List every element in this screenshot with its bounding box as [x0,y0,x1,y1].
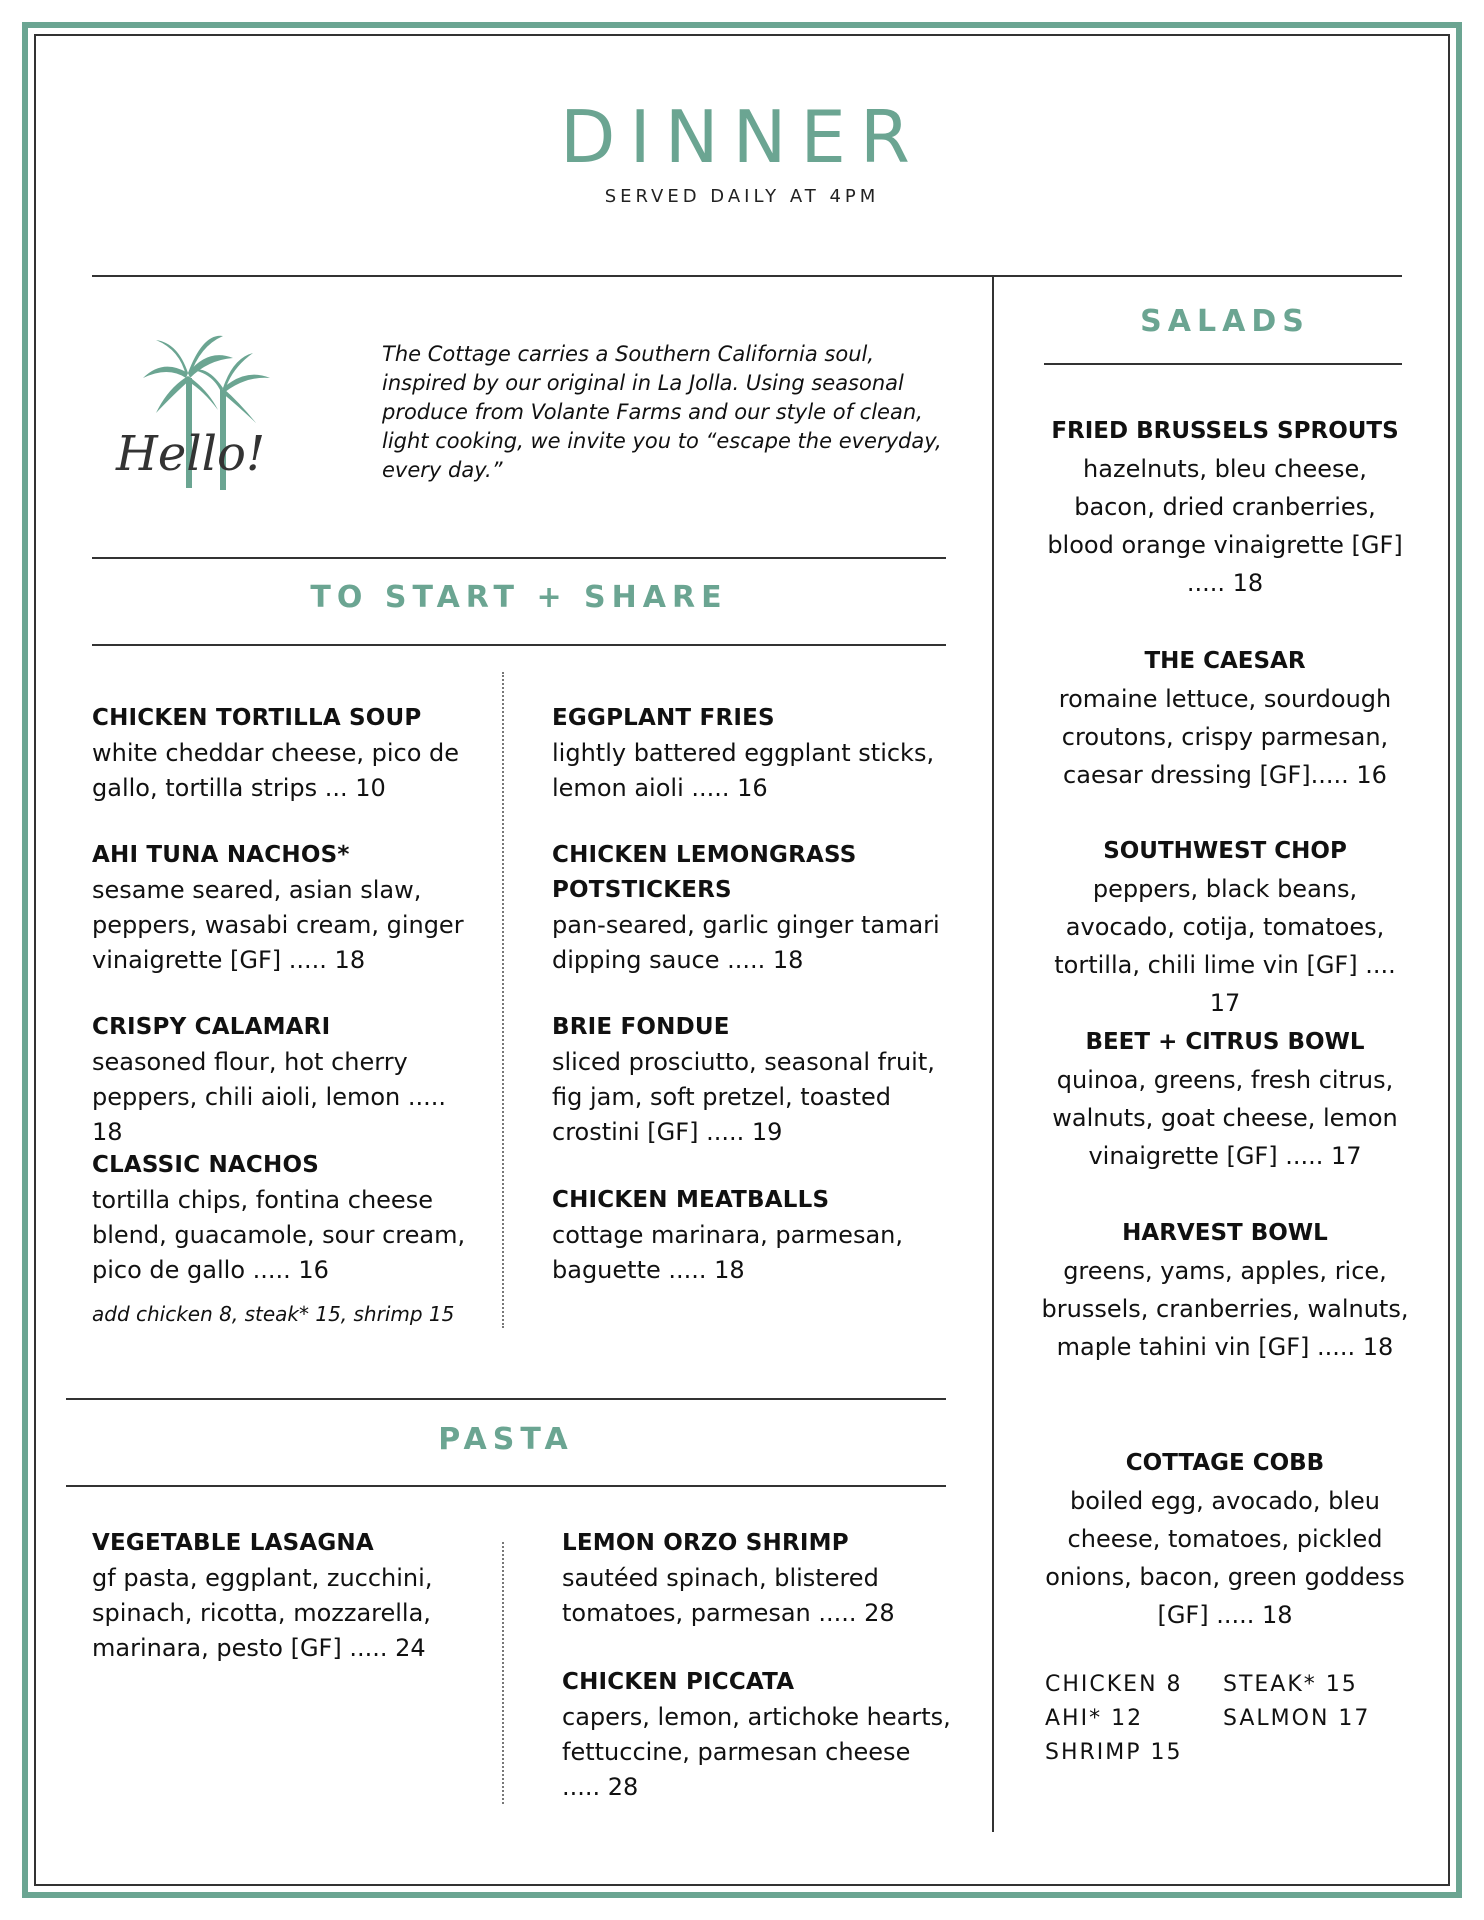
menu-item [552,1183,952,1288]
item-name: SOUTHWEST CHOP [1103,838,1347,864]
item-desc: greens, yams, apples, rice, brussels, cranberries, walnuts, maple tahini vin [GF] ..... 18 [1041,1257,1409,1361]
item-name: HARVEST BOWL [1122,1220,1328,1246]
item-name: CRISPY CALAMARI [92,1014,331,1040]
item-name: CHICKEN TORTILLA SOUP [92,705,422,731]
intro-text: The Cottage carries a Southern California soul, inspired by our original in La Jolla. Using seasonal produce from Volante Farms and our style of clean, light cooking, we invite you to “escape the everyday, every day.” [382,342,942,482]
menu-item [92,1148,472,1288]
item-name: FRIED BRUSSELS SPROUTS [1051,418,1399,444]
hello-script: Hello! [116,426,266,482]
menu-item [92,838,472,978]
menu-item [92,1526,482,1666]
addon-steak: STEAK* 15 [1223,1672,1358,1697]
menu-item [1040,412,1410,602]
menu-item [562,1526,952,1631]
menu-item [1040,1023,1410,1175]
column-divider [992,276,994,1832]
menu-item [552,838,952,978]
item-desc: tortilla chips, fontina cheese blend, guacamole, sour cream, pico de gallo ..... 16 [92,1186,466,1284]
palm-trees-icon [108,318,328,498]
item-name: CHICKEN PICCATA [562,1669,795,1695]
starters-title: TO START + SHARE [310,580,728,615]
item-desc: cottage marinara, parmesan, baguette ..... 18 [552,1221,903,1284]
salads-title: SALADS [1140,304,1310,339]
starters-rule-top [92,557,946,559]
item-name: LEMON ORZO SHRIMP [562,1530,849,1556]
item-desc: peppers, black beans, avocado, cotija, tomatoes, tortilla, chili lime vin [GF] .... 17 [1054,875,1396,1017]
item-desc: sliced prosciutto, seasonal fruit, fig jam, soft pretzel, toasted crostini [GF] ..... 19 [552,1048,935,1146]
starters-divider [502,672,504,1328]
menu-item [92,1010,472,1150]
menu-item [552,701,952,806]
menu-item [1040,832,1410,1022]
starters-rule-bottom [92,644,946,646]
item-name: CHICKEN LEMONGRASS POTSTICKERS [552,842,857,903]
item-desc: capers, lemon, artichoke hearts, fettuccine, parmesan cheese ..... 28 [562,1703,951,1801]
item-name: VEGETABLE LASAGNA [92,1530,374,1556]
menu-item [1040,1444,1410,1634]
top-rule [92,275,1402,277]
salads-rule [1044,363,1402,365]
pasta-rule-top [66,1398,946,1400]
menu-item [552,1010,952,1150]
item-desc: hazelnuts, bleu cheese, bacon, dried cranberries, blood orange vinaigrette [GF] ..... 18 [1047,455,1403,597]
item-desc: seasoned flour, hot cherry peppers, chili aioli, lemon ..... 18 [92,1048,447,1146]
addon-note: add chicken 8, steak* 15, shrimp 15 [92,1302,455,1326]
item-desc: boiled egg, avocado, bleu cheese, tomatoes, pickled onions, bacon, green goddess [GF] ..... 18 [1045,1487,1405,1629]
addon-shrimp: SHRIMP 15 [1045,1740,1183,1765]
pasta-rule-bottom [66,1485,946,1487]
item-desc: white cheddar cheese, pico de gallo, tortilla strips ... 10 [92,739,460,802]
menu-item [1040,642,1410,794]
menu-item [562,1665,952,1805]
item-name: COTTAGE COBB [1125,1450,1325,1476]
addon-chicken: CHICKEN 8 [1045,1672,1183,1697]
menu-title: DINNER [560,95,924,179]
item-desc: romaine lettuce, sourdough croutons, crispy parmesan, caesar dressing [GF]..... 16 [1058,685,1392,789]
item-desc: sesame seared, asian slaw, peppers, wasabi cream, ginger vinaigrette [GF] ..... 18 [92,876,464,974]
menu-item [1040,1214,1410,1366]
item-name: BEET + CITRUS BOWL [1085,1029,1365,1055]
menu-subtitle: SERVED DAILY AT 4PM [604,186,880,207]
item-name: THE CAESAR [1144,648,1306,674]
item-desc: gf pasta, eggplant, zucchini, spinach, ricotta, mozzarella, marinara, pesto [GF] ..... 24 [92,1564,433,1662]
menu-item [92,701,472,806]
item-name: AHI TUNA NACHOS* [92,842,350,868]
item-name: CLASSIC NACHOS [92,1152,319,1178]
pasta-divider [502,1542,504,1804]
item-name: BRIE FONDUE [552,1014,730,1040]
item-desc: pan-seared, garlic ginger tamari dipping sauce ..... 18 [552,911,940,974]
addon-salmon: SALMON 17 [1223,1706,1371,1731]
addon-ahi: AHI* 12 [1045,1706,1144,1731]
item-desc: lightly battered eggplant sticks, lemon aioli ..... 16 [552,739,935,802]
item-name: EGGPLANT FRIES [552,705,775,731]
pasta-title: PASTA [438,1422,574,1457]
item-name: CHICKEN MEATBALLS [552,1187,830,1213]
item-desc: sautéed spinach, blistered tomatoes, parmesan ..... 28 [562,1564,895,1627]
item-desc: quinoa, greens, fresh citrus, walnuts, goat cheese, lemon vinaigrette [GF] ..... 17 [1052,1066,1398,1170]
